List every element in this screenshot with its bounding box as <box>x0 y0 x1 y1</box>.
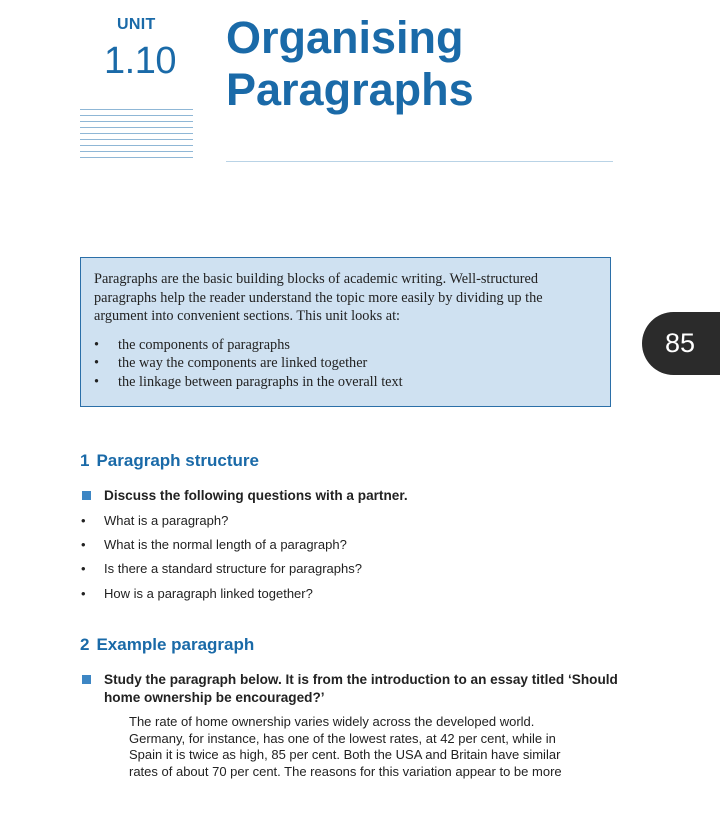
intro-bullet-text: the way the components are linked together <box>118 355 368 371</box>
question-item <box>80 586 313 601</box>
intro-bullet-text: the components of paragraphs <box>118 336 290 353</box>
task-square-icon <box>82 675 91 684</box>
question-item <box>80 561 362 576</box>
page-title-line-2: Paragraphs <box>226 64 474 115</box>
section-1-task <box>80 487 620 505</box>
bullet-icon: • <box>81 561 86 576</box>
example-line: rates of about 70 per cent. The reasons for this variation appear to be more <box>129 763 562 779</box>
bullet-icon: • <box>94 355 100 371</box>
question-text: What is a paragraph? <box>104 513 229 528</box>
question-item <box>80 537 347 552</box>
section-1-task-text: Discuss the following questions with a partner. <box>104 488 408 503</box>
title-rule <box>226 161 613 162</box>
section-2-number: 2 <box>80 635 90 654</box>
question-text: How is a paragraph linked together? <box>104 586 313 601</box>
page-title <box>226 12 474 116</box>
example-line: The rate of home ownership varies widely across the developed world. <box>129 714 535 729</box>
unit-label: UNIT <box>117 16 156 33</box>
section-1-heading <box>80 451 259 471</box>
page-number-tab: 85 <box>642 312 720 375</box>
page-title-line-1: Organising <box>226 12 464 63</box>
intro-paragraph: Paragraphs are the basic building blocks of academic writing. Well-structured paragraphs help the reader understand the topic more easily by dividing up the argument into convenient sections. This unit looks at: <box>94 271 543 324</box>
bullet-icon: • <box>94 373 100 390</box>
section-2-task <box>80 671 620 707</box>
section-1-number: 1 <box>80 451 90 470</box>
unit-number: 1.10 <box>104 40 176 82</box>
example-paragraph <box>129 714 599 780</box>
bullet-icon: • <box>81 537 86 552</box>
section-2-title: Example paragraph <box>96 635 255 654</box>
intro-bullet <box>94 373 597 392</box>
task-square-icon <box>82 491 91 500</box>
intro-box <box>80 257 611 407</box>
question-item <box>80 513 228 528</box>
section-1-title: Paragraph structure <box>96 451 259 470</box>
bullet-icon: • <box>94 336 100 353</box>
section-2-heading <box>80 635 254 655</box>
intro-bullet <box>94 336 597 355</box>
question-text: What is the normal length of a paragraph? <box>104 537 347 552</box>
example-line: Germany, for instance, has one of the lowest rates, at 42 per cent, while in <box>129 730 556 746</box>
intro-bullet <box>94 354 597 373</box>
decorative-lines <box>80 109 193 163</box>
example-line: Spain it is twice as high, 85 per cent. Both the USA and Britain have similar <box>129 747 561 762</box>
question-text: Is there a standard structure for paragraphs? <box>104 561 362 576</box>
intro-bullet-text: the linkage between paragraphs in the overall text <box>118 373 403 390</box>
bullet-icon: • <box>81 513 86 528</box>
bullet-icon: • <box>81 586 86 601</box>
section-2-task-text: Study the paragraph below. It is from the introduction to an essay titled ‘Should home ownership be encouraged?’ <box>104 672 618 705</box>
intro-bullet-list <box>94 336 597 392</box>
